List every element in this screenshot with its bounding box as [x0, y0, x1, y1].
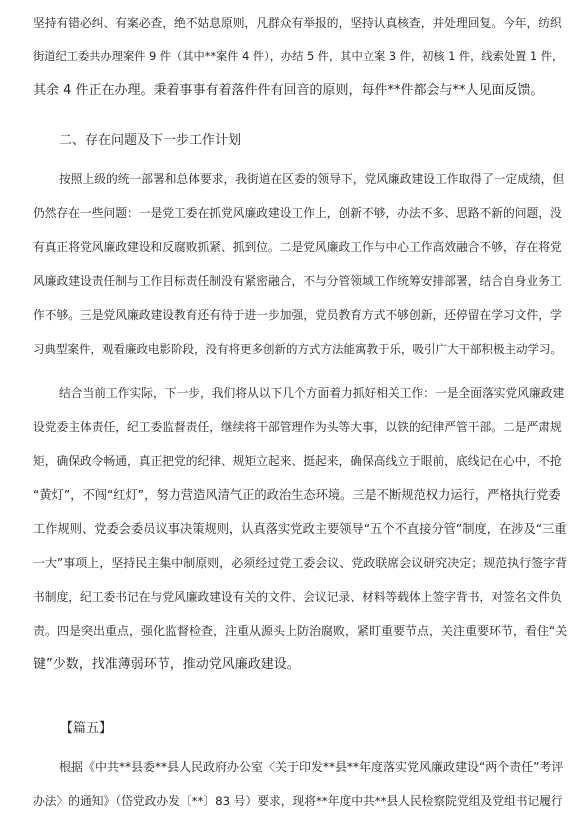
paragraph-1-line-1: 坚持有错必纠、有案必查，绝不姑息原则，凡群众有举报的，坚持认真核查，并处理回复。今年，纺织 [33, 16, 562, 30]
paragraph-3-line-3: 矩，确保政令畅通，真正把党的纪律、规矩立起来、挺起来，确保高线立于眼前，底线记在心中，不抢 [33, 454, 562, 468]
paragraph-3-line-6: 一大”事项上，坚持民主集中制原则，必须经过党工委会议、党政联席会议研究决定；规范执行签字背 [33, 556, 568, 570]
paragraph-2-line-1: 按照上级的统一部署和总体要求，我街道在区委的领导下，党风廉政建设工作取得了一定成绩，但 [59, 172, 565, 186]
paragraph-2-line-5: 作不够。三是党风廉政建设教育还有待于进一步加强，党员教育方式不够创新，还停留在学习文件，学 [33, 308, 562, 322]
paragraph-3-line-2: 设党委主体责任，纪工委监督责任，继续将干部管理作为头等大事，以铁的纪律严管干部。二是严肃规 [33, 420, 562, 434]
paragraph-1-line-3: 其余 4 件正在办理。秉着事事有着落件件有回音的原则，每件**件都会与**人见面反馈。 [33, 83, 544, 98]
paragraph-2-line-2: 仍然存在一些问题：一是党工委在抓党风廉政建设工作上，创新不够，办法不多、思路不新的问题，没 [33, 206, 562, 220]
paragraph-3-line-1: 结合当前工作实际，下一步，我们将从以下几个方面着力抓好相关工作：一是全面落实党风廉政建 [59, 386, 565, 400]
paragraph-3-line-5: 工作规则、党委会委员议事决策规则，认真落实党政主要领导“五个不直接分管”制度，在涉及“三重 [33, 522, 567, 536]
paragraph-3-line-4: “黄灯”，不闯“红灯”，努力营造风清气正的政治生态环境。三是不断规范权力运行，严格执行党委 [33, 488, 561, 502]
section-label: 【篇五】 [60, 721, 113, 736]
section-heading-2: 二、存在问题及下一步工作计划 [59, 133, 242, 148]
paragraph-2-line-4: 风廉政建设责任制与工作目标责任制没有紧密融合，不与分管领域工作统筹安排部署，结合自身业务工 [33, 274, 562, 288]
paragraph-4-line-2: 办法〉的通知》（岱党政办发〔**〕83 号）要求，现将**年度中共**县人民检察院党组及党组书记履行 [33, 794, 563, 808]
paragraph-2-line-3: 有真正将党风廉政建设和反腐败抓紧、抓到位。二是党风廉政工作与中心工作高效融合不够，存在将党 [33, 240, 562, 254]
paragraph-2-line-6: 习典型案件，观看廉政电影阶段，没有将更多创新的方式方法能寓教于乐，吸引广大干部积极主动学习。 [33, 342, 562, 356]
paragraph-3-line-8: 责。四是突出重点，强化监督检查，注重从源头上防治腐败，紧盯重要节点，关注重要环节，看住“关 [33, 624, 568, 638]
paragraph-4-line-1: 根据《中共**县委**县人民政府办公室〈关于印发**县**年度落实党风廉政建设“两个责任”考评 [59, 760, 564, 774]
paragraph-3-line-7: 书制度，纪工委书记在与党风廉政建设有关的文件、会议记录、材料等载体上签字背书，对签名文件负 [33, 590, 562, 604]
paragraph-3-line-9: 键”少数，找准薄弱环节，推动党风廉政建设。 [33, 657, 300, 672]
paragraph-1-line-2: 街道纪工委共办理案件 9 件（其中**案件 4 件），办结 5 件，其中立案 3 件，初核 1 件，线索处置 1 件， [33, 50, 564, 63]
